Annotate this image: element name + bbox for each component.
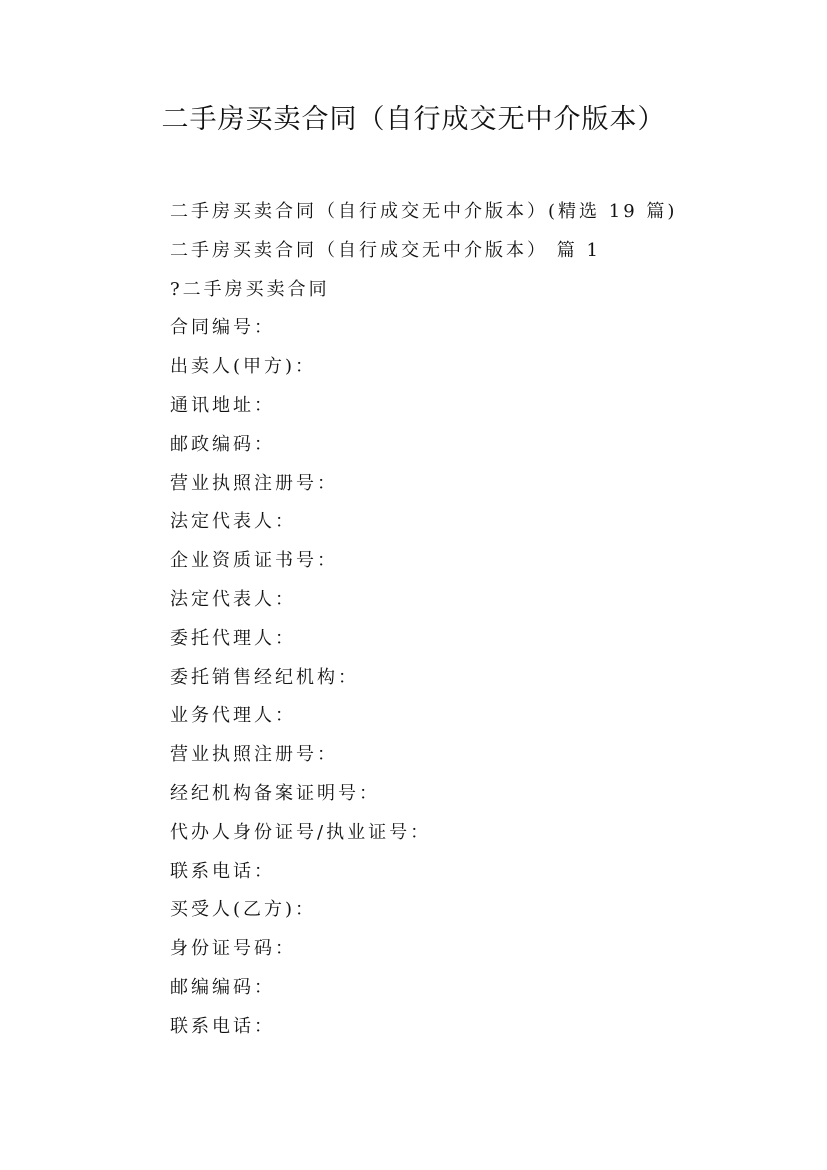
field-buyer-phone: 联系电话： — [170, 1015, 275, 1037]
field-business-license-2: 营业执照注册号： — [170, 744, 338, 766]
field-buyer: 买受人(乙方)： — [170, 899, 317, 921]
contract-heading: ?二手房买卖合同 — [170, 278, 330, 300]
collection-heading: 二手房买卖合同（自行成交无中介版本）(精选 19 篇) — [170, 201, 678, 222]
field-buyer-id-number: 身份证号码： — [170, 938, 296, 960]
field-agency-filing-number: 经纪机构备案证明号： — [170, 782, 380, 804]
field-contract-number: 合同编号： — [170, 317, 275, 339]
field-buyer-postcode: 邮编编码： — [170, 976, 275, 998]
field-sales-agency: 委托销售经纪机构： — [170, 666, 359, 688]
field-seller-address: 通讯地址： — [170, 394, 275, 416]
field-legal-representative-2: 法定代表人： — [170, 588, 296, 610]
field-business-agent: 业务代理人： — [170, 705, 296, 727]
field-seller-postcode: 邮政编码： — [170, 433, 275, 455]
field-business-license: 营业执照注册号： — [170, 472, 338, 494]
document-title: 二手房买卖合同（自行成交无中介版本） — [161, 104, 666, 135]
field-seller-phone: 联系电话： — [170, 860, 275, 882]
field-seller: 出卖人(甲方)： — [170, 356, 317, 378]
field-legal-representative: 法定代表人： — [170, 511, 296, 533]
field-qualification-certificate: 企业资质证书号： — [170, 550, 338, 572]
article-heading: 二手房买卖合同（自行成交无中介版本） 篇 1 — [170, 239, 601, 261]
field-agent-id-number: 代办人身份证号/执业证号： — [170, 821, 432, 843]
field-authorized-agent: 委托代理人： — [170, 627, 296, 649]
document-body — [170, 193, 810, 1047]
